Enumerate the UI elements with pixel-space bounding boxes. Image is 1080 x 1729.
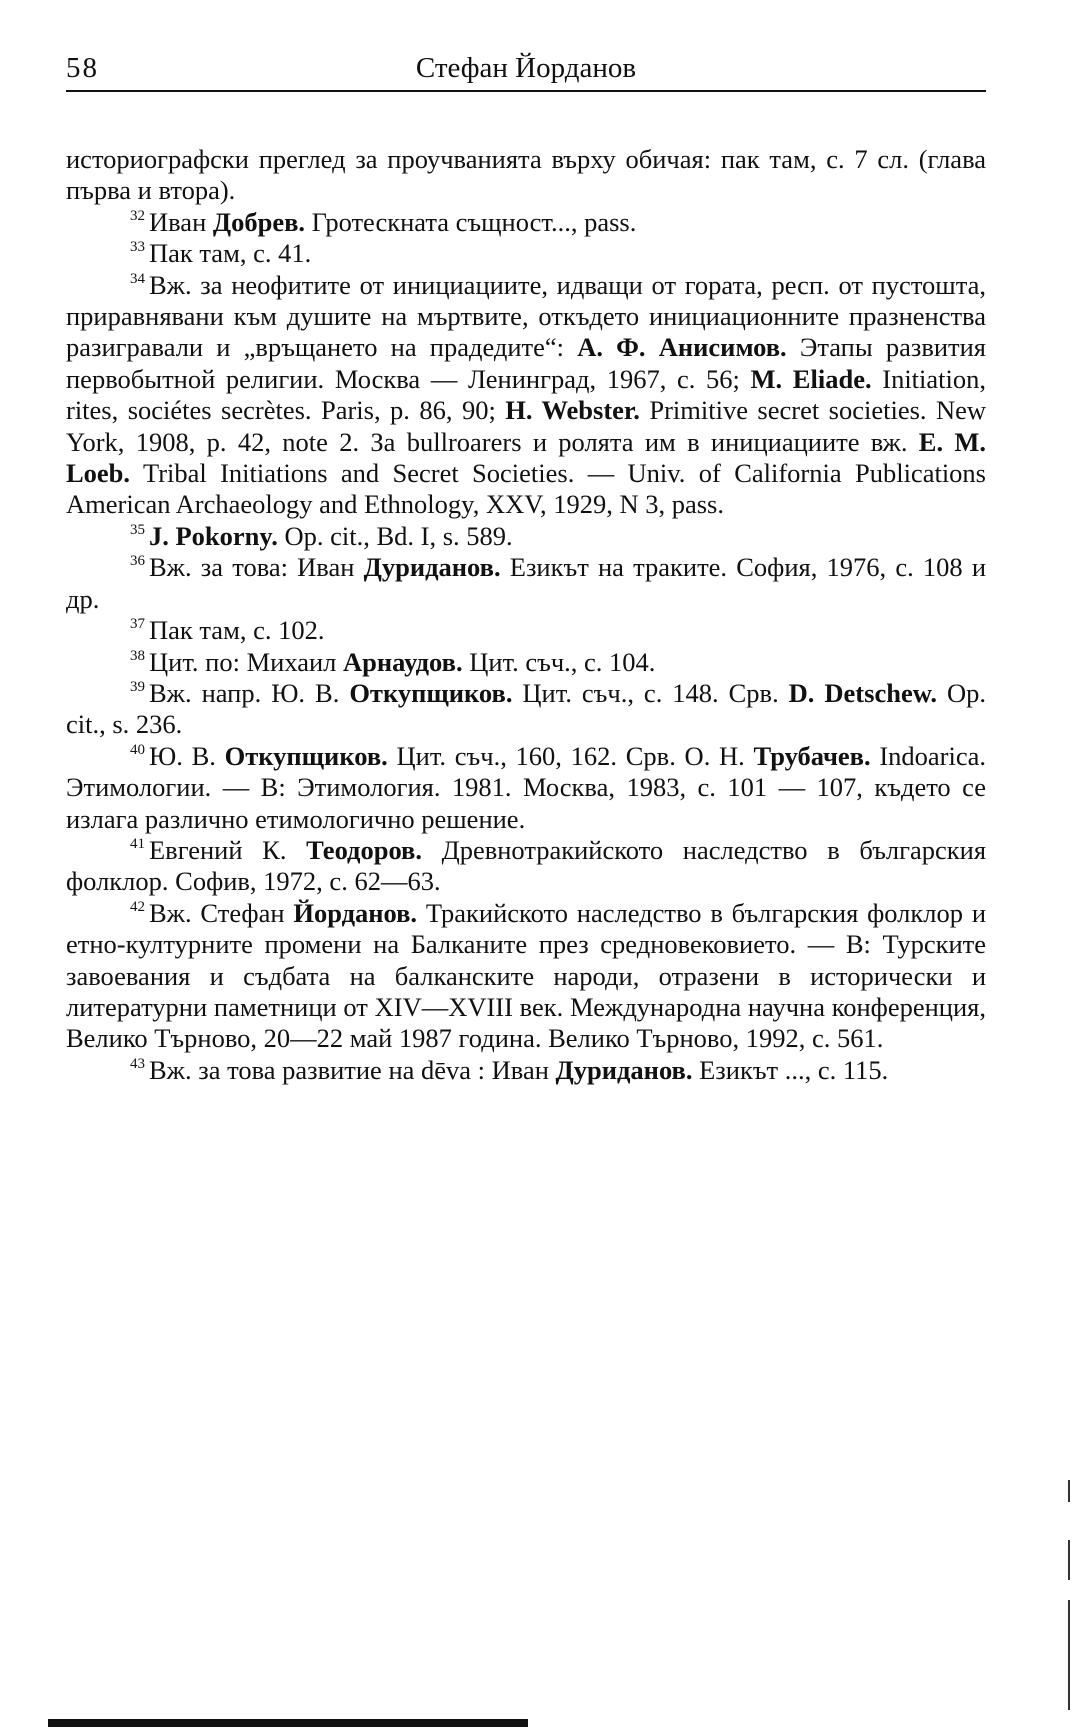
author-name: Дуриданов.	[363, 552, 501, 583]
footnote-35: $^{35}$ J. Pokorny. Op. cit., Bd. I, s. 589.	[130, 520, 513, 551]
footnote-40: $^{40}$ Ю. В. Откупщиков. Цит. съч., 160, 162. Срв. О. Н. Трубачев. Indoarica. Этимологии. — В: Этимология. 1981. Москва, 1983, с. 101 — 107, където се излага различно етимологично решение.	[66, 740, 987, 834]
footnotes-block	[66, 144, 986, 1086]
author-name: Откупщиков.	[224, 740, 388, 771]
scan-edge-mark	[1068, 1540, 1070, 1580]
footnote-number: 37	[130, 616, 145, 633]
author-name: E. M. Loeb.	[66, 426, 987, 489]
author-name: Добрев.	[212, 206, 306, 237]
footnote-number: 32	[130, 207, 145, 224]
author-name: А. Ф. Анисимов.	[577, 332, 787, 363]
footnote-number: 33	[130, 239, 145, 256]
footnote-33: $^{33}$ Пак там, с. 41.	[130, 238, 312, 269]
footnote-number: 34	[130, 270, 145, 287]
scan-bottom-edge	[48, 1719, 528, 1727]
author-name: Теодоров.	[306, 834, 422, 865]
footnote-number: 35	[130, 521, 145, 538]
scan-edge-mark	[1068, 1480, 1070, 1502]
author-name: Арнаудов.	[343, 646, 463, 677]
footnote-38: $^{38}$ Цит. по: Михаил Арнаудов. Цит. съч., с. 104.	[130, 646, 656, 677]
author-name: Дуриданов.	[555, 1054, 693, 1085]
footnote-number: 39	[130, 678, 145, 695]
footnote-41: $^{41}$ Евгений К. Теодоров. Древнотракийското наследство в българския фолклор. Софив, 1972, с. 62—63.	[66, 834, 987, 897]
footnote-continuation: историографски преглед за проучванията върху обичая: пак там, с. 7 сл. (глава първа и втора).	[66, 144, 986, 206]
page-header	[66, 52, 986, 92]
footnote-number: 36	[130, 553, 145, 570]
footnote-number: 40	[130, 741, 145, 758]
running-title: Стефан Йорданов	[415, 52, 637, 84]
footnote-32: $^{32}$ Иван Добрев. Гротескната същност..., pass.	[130, 206, 637, 237]
footnote-39: $^{39}$ Вж. напр. Ю. В. Откупщиков. Цит. съч., с. 148. Срв. D. Detschew. Op. cit., s. 236.	[66, 677, 986, 740]
page-number: 58	[66, 52, 99, 84]
author-name: Откупщиков.	[349, 677, 513, 708]
scan-edge-mark	[1068, 1600, 1070, 1710]
footnote-number: 42	[130, 898, 145, 915]
footnote-42: $^{42}$ Вж. Стефан Йорданов. Тракийското наследство в българския фолклор и етно-културните промени на Балканите през средновековието. — В: Турските завоевания и съдбата на балканските народи, отразени в исторически и литературни паметници от XIV—XVIII век. Международна научна конференция, Велико Търново, 20—22 май 1987 година. Велико Търново, 1992, с. 561.	[66, 897, 986, 1054]
author-name: H. Webster.	[505, 395, 640, 426]
author-name: Йорданов.	[293, 897, 418, 928]
footnote-43: $^{43}$ Вж. за това развитие на dēva : Иван Дуриданов. Езикът ..., с. 115.	[130, 1054, 889, 1085]
header-rule	[66, 90, 986, 92]
footnote-34: $^{34}$ Вж. за неофитите от инициациите, идващи от гората, респ. от пустошта, приравнявани към душите на мъртвите, откъдето инициационните празненства разигравали и „връщането на прадедите“: А. Ф. Анисимов. Этапы развития первобытной религии. Москва — Ленинград, 1967, с. 56; M. Eliade. Initiation, rites, sociétes secrètes. Paris, p. 86, 90; H. Webster. Primitive secret societies. New York, 1908, p. 42, note 2. За bullroarers и ролята им в инициациите вж. E. M. Loeb. Tribal Initiations and Secret Societies. — Univ. of California Publications American Archaeology and Ethnology, XXV, 1929, N 3, pass.	[66, 269, 987, 520]
footnote-number: 38	[130, 647, 145, 664]
author-name: J. Pokorny.	[149, 520, 278, 551]
author-name: Трубачев.	[753, 740, 871, 771]
footnote-number: 41	[130, 835, 145, 852]
author-name: D. Detschew.	[788, 677, 938, 708]
author-name: M. Eliade.	[750, 363, 872, 394]
footnote-number: 43	[130, 1055, 145, 1072]
footnote-36: $^{36}$ Вж. за това: Иван Дуриданов. Езикът на траките. София, 1976, с. 108 и др.	[66, 552, 987, 614]
footnote-37: $^{37}$ Пак там, с. 102.	[130, 615, 325, 646]
